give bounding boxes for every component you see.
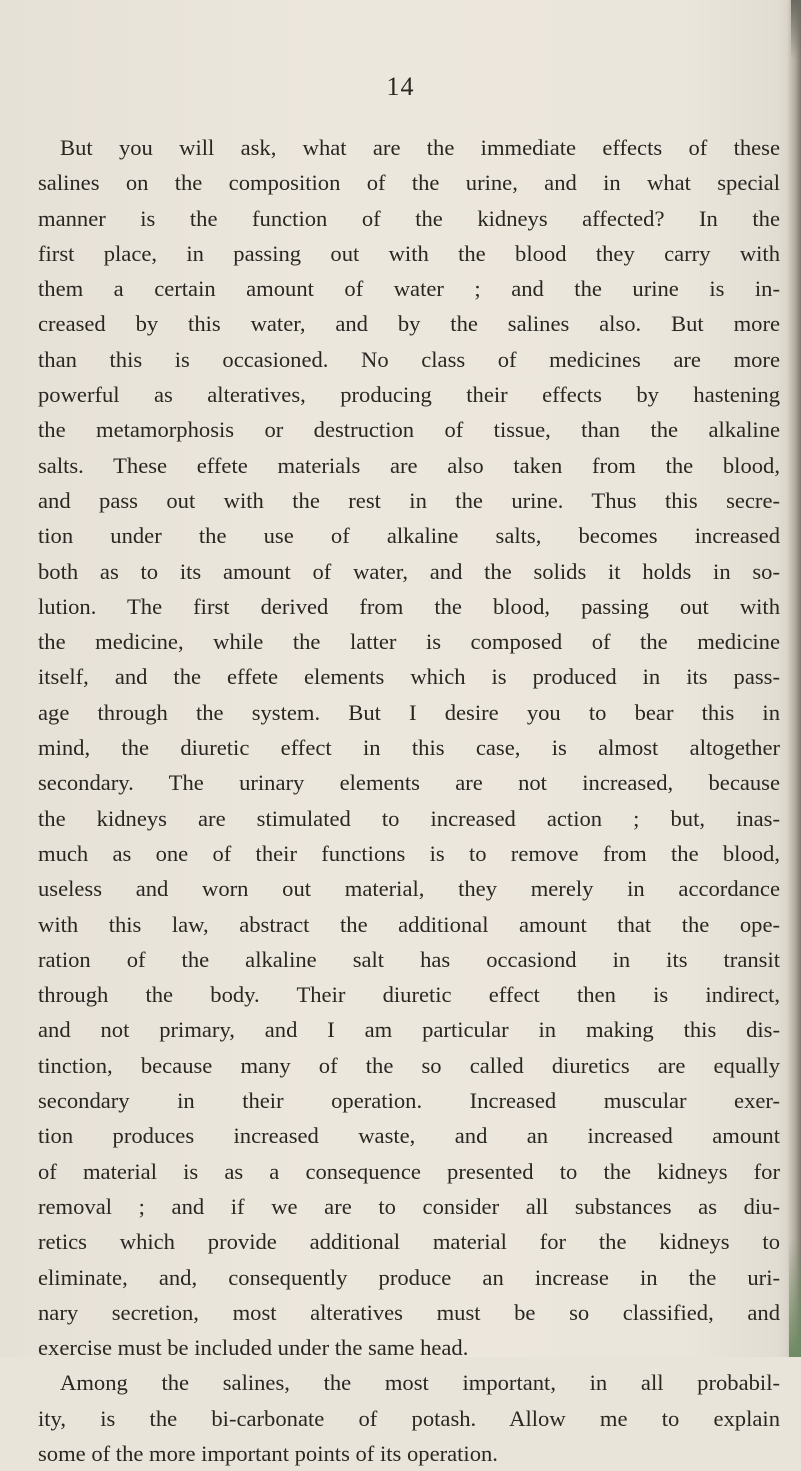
text-line: manner is the function of the kidneys affected? In the (38, 205, 780, 231)
text-line: tion produces increased waste, and an increased amount (38, 1123, 780, 1149)
text-line: tion under the use of alkaline salts, becomes increased (38, 523, 780, 549)
text-line: exercise must be included under the same head. (38, 1335, 469, 1361)
text-line: them a certain amount of water ; and the urine is in- (38, 276, 780, 302)
text-line: secondary. The urinary elements are not increased, because (38, 770, 780, 796)
text-line: tinction, because many of the so called diuretics are equally (38, 1052, 780, 1078)
page-corner-top (791, 0, 801, 60)
text-line: the metamorphosis or destruction of tissue, than the alkaline (38, 417, 780, 443)
text-line: removal ; and if we are to consider all substances as diu- (38, 1193, 780, 1219)
text-line: retics which provide additional material for the kidneys to (38, 1229, 780, 1255)
text-line: with this law, abstract the additional amount that the ope- (38, 911, 780, 937)
text-line: much as one of their functions is to remove from the blood, (38, 840, 780, 866)
text-line: secondary in their operation. Increased muscular exer- (38, 1088, 780, 1114)
body-text (38, 130, 780, 1471)
text-line: age through the system. But I desire you to bear this in (38, 699, 780, 725)
text-line: creased by this water, and by the salines also. But more (38, 311, 780, 337)
page-edge-shadow (787, 0, 801, 1357)
text-line: lution. The first derived from the blood, passing out with (38, 593, 780, 619)
text-line: than this is occasioned. No class of medicines are more (38, 346, 780, 372)
page-corner-bottom (789, 1237, 801, 1357)
text-line: nary secretion, most alteratives must be so classified, and (38, 1299, 780, 1325)
text-line: the kidneys are stimulated to increased action ; but, inas- (38, 805, 780, 831)
text-line: mind, the diuretic effect in this case, is almost altogether (38, 735, 780, 761)
text-line: and pass out with the rest in the urine. Thus this secre- (38, 487, 780, 513)
text-line: of material is as a consequence presented to the kidneys for (38, 1158, 780, 1184)
text-line: ity, is the bi-carbonate of potash. Allow me to explain (38, 1405, 780, 1431)
page-number: 14 (386, 72, 415, 101)
text-line: some of the more important points of its operation. (38, 1440, 498, 1466)
text-line: powerful as alteratives, producing their effects by hastening (38, 382, 780, 408)
text-line: both as to its amount of water, and the solids it holds in so- (38, 558, 780, 584)
text-line: Among the salines, the most important, in all probabil- (60, 1370, 780, 1396)
text-line: eliminate, and, consequently produce an increase in the uri- (38, 1264, 780, 1290)
text-line: useless and worn out material, they merely in accordance (38, 876, 780, 902)
text-line: But you will ask, what are the immediate effects of these (60, 135, 780, 160)
text-line: the medicine, while the latter is composed of the medicine (38, 629, 780, 655)
text-line: salts. These effete materials are also taken from the blood, (38, 452, 780, 478)
text-line: through the body. Their diuretic effect then is indirect, (38, 982, 780, 1008)
text-line: and not primary, and I am particular in making this dis- (38, 1017, 780, 1043)
text-line: itself, and the effete elements which is produced in its pass- (38, 664, 780, 690)
text-line: first place, in passing out with the blood they carry with (38, 240, 780, 266)
text-line: salines on the composition of the urine, and in what special (38, 170, 780, 196)
text-line: ration of the alkaline salt has occasiond in its transit (38, 946, 780, 972)
